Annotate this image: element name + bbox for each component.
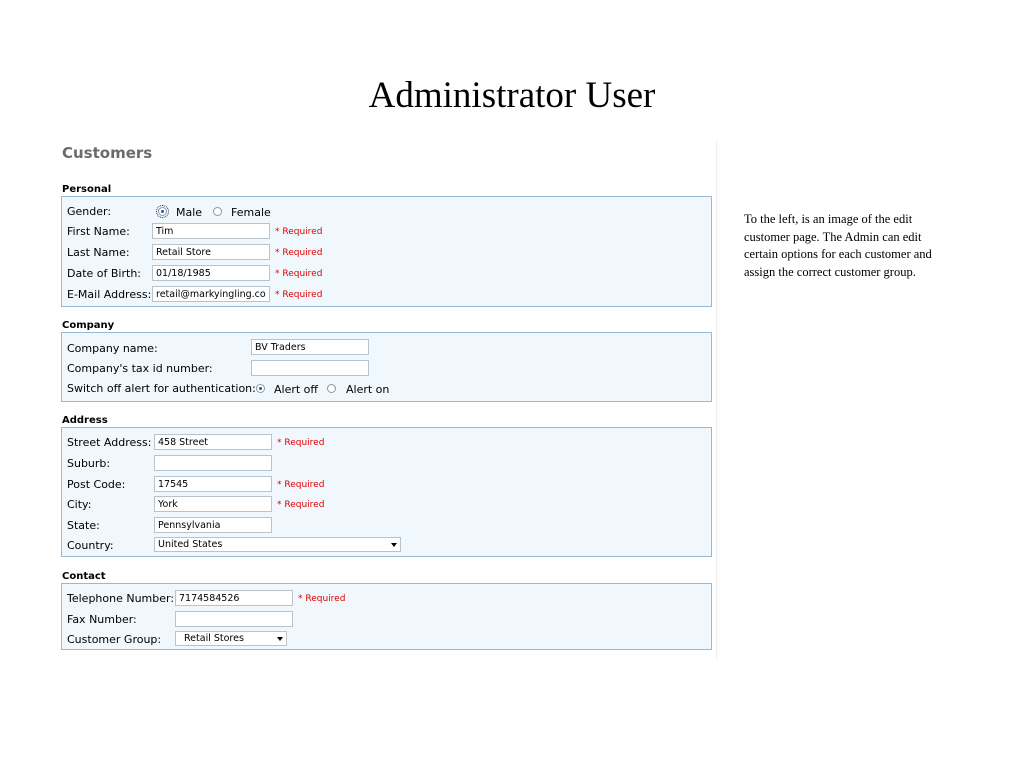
email-input[interactable]	[152, 286, 270, 302]
gender-label: Gender:	[67, 205, 112, 218]
gender-female-radio[interactable]	[213, 207, 222, 216]
first-name-label: First Name:	[67, 225, 130, 238]
fax-input[interactable]	[175, 611, 293, 627]
customer-edit-screenshot	[58, 140, 717, 660]
state-label: State:	[67, 519, 100, 532]
street-input[interactable]	[154, 434, 272, 450]
first-name-input[interactable]	[152, 223, 270, 239]
chevron-down-icon	[391, 543, 397, 547]
personal-section	[61, 196, 712, 307]
company-name-label: Company name:	[67, 342, 158, 355]
dob-required: * Required	[275, 269, 323, 279]
country-label: Country:	[67, 539, 114, 552]
country-select-value: United States	[158, 539, 223, 550]
dob-label: Date of Birth:	[67, 267, 142, 280]
country-select[interactable]	[154, 537, 401, 552]
customer-group-label: Customer Group:	[67, 633, 162, 646]
fax-label: Fax Number:	[67, 613, 137, 626]
gender-male-label: Male	[176, 206, 203, 219]
section-title-personal: Personal	[62, 184, 112, 195]
street-required: * Required	[277, 438, 325, 448]
street-label: Street Address:	[67, 436, 152, 449]
address-section	[61, 427, 712, 557]
postcode-input[interactable]	[154, 476, 272, 492]
tax-id-input[interactable]	[251, 360, 369, 376]
alert-off-radio[interactable]	[256, 384, 265, 393]
gender-male-radio[interactable]	[158, 207, 167, 216]
email-label: E-Mail Address:	[67, 288, 152, 301]
last-name-required: * Required	[275, 248, 323, 258]
section-title-company: Company	[62, 320, 115, 331]
gender-female-label: Female	[231, 206, 271, 219]
city-input[interactable]	[154, 496, 272, 512]
last-name-label: Last Name:	[67, 246, 130, 259]
first-name-required: * Required	[275, 227, 323, 237]
slide-title: Administrator User	[368, 75, 656, 116]
alert-off-label: Alert off	[274, 383, 318, 396]
alert-label: Switch off alert for authentication:	[67, 382, 256, 395]
suburb-input[interactable]	[154, 455, 272, 471]
company-section	[61, 332, 712, 402]
phone-label: Telephone Number:	[67, 592, 175, 605]
section-title-contact: Contact	[62, 571, 106, 582]
phone-required: * Required	[298, 594, 346, 604]
tax-id-label: Company's tax id number:	[67, 362, 213, 375]
section-title-address: Address	[62, 415, 108, 426]
last-name-input[interactable]	[152, 244, 270, 260]
email-required: * Required	[275, 290, 323, 300]
suburb-label: Suburb:	[67, 457, 111, 470]
contact-section	[61, 583, 712, 650]
alert-on-label: Alert on	[346, 383, 390, 396]
page-heading: Customers	[62, 144, 153, 162]
slide-note: To the left, is an image of the edit customer page. The Admin can edit certain options for each customer and assign the correct customer group.	[744, 212, 932, 279]
state-input[interactable]	[154, 517, 272, 533]
customer-group-select-value: Retail Stores	[184, 633, 244, 644]
company-name-input[interactable]	[251, 339, 369, 355]
city-required: * Required	[277, 500, 325, 510]
postcode-label: Post Code:	[67, 478, 126, 491]
customer-group-select[interactable]	[175, 631, 287, 646]
chevron-down-icon	[277, 637, 283, 641]
alert-on-radio[interactable]	[327, 384, 336, 393]
phone-input[interactable]	[175, 590, 293, 606]
city-label: City:	[67, 498, 92, 511]
postcode-required: * Required	[277, 480, 325, 490]
dob-input[interactable]	[152, 265, 270, 281]
